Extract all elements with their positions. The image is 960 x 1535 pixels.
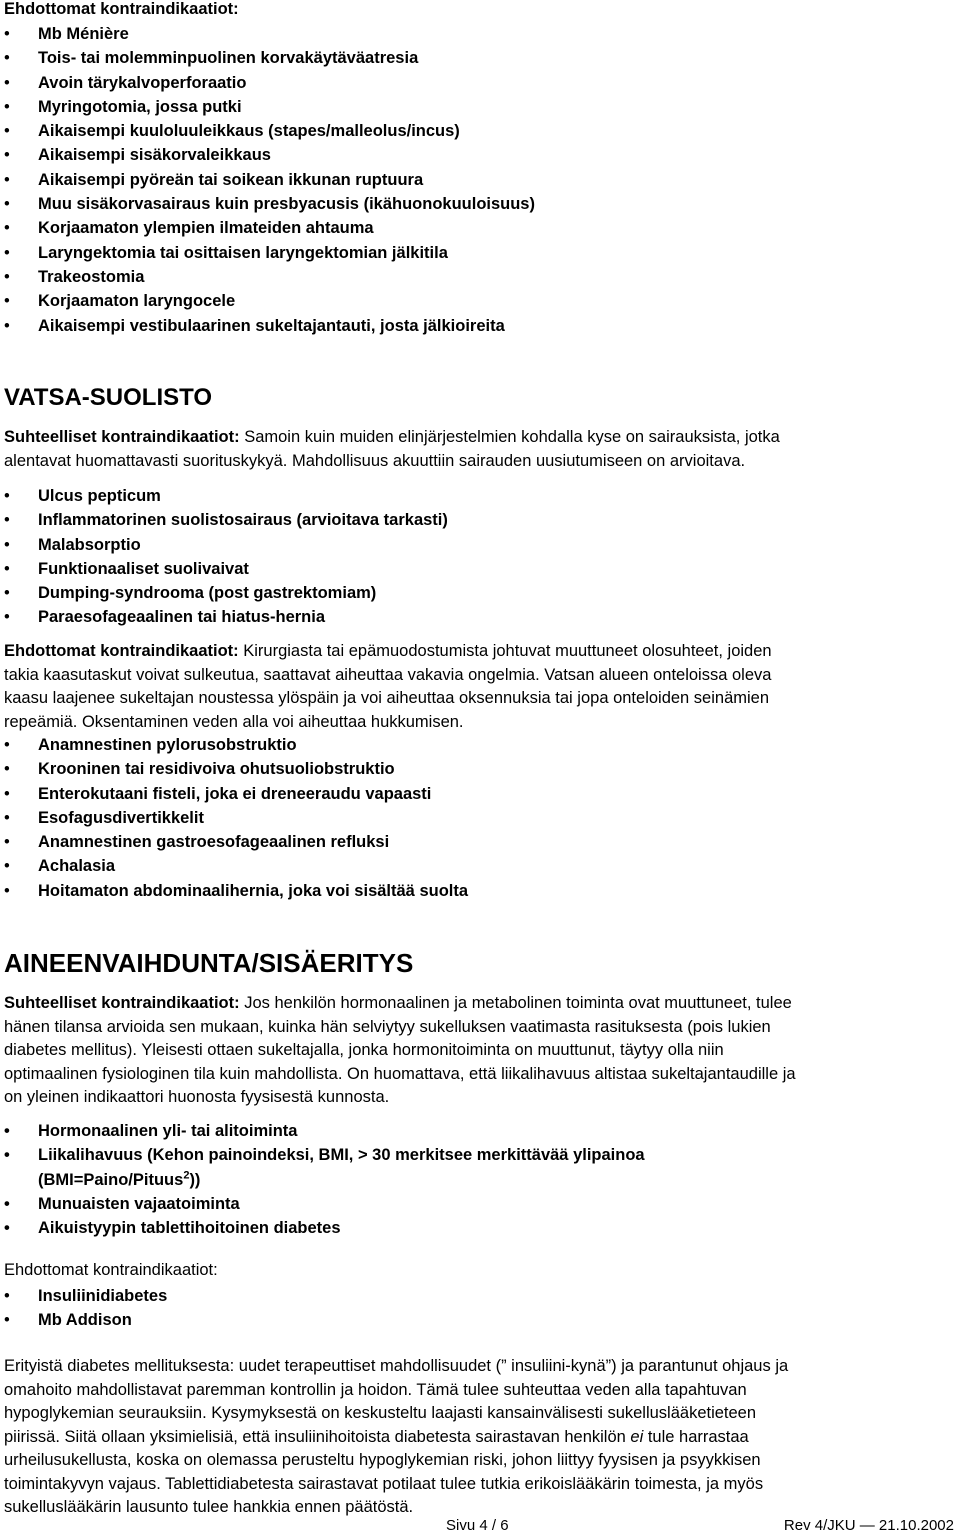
emphasis-text: ei (630, 1427, 644, 1446)
vatsa-absolute-list (4, 733, 468, 903)
list-item (4, 1308, 167, 1332)
list-item (4, 1119, 645, 1143)
aine-relative-list (4, 1119, 645, 1240)
revision-info: Rev 4/JKU — 21.10.2002 (783, 1517, 954, 1534)
bullet-icon: • (4, 608, 10, 627)
paragraph-text: takia kaasutaskut voivat sulkeutua, saattavat aiheuttaa vakavia ongelmia. Vatsan alueen onteloissa oleva (4, 665, 772, 684)
list-item (4, 1284, 167, 1308)
bullet-icon: • (4, 1311, 10, 1330)
bullet-icon: • (4, 122, 10, 141)
paragraph-text: omahoito mahdollistavat paremman kontrollin ja hoidon. Tämä tulee suhteuttaa veden alla tapahtuvan (4, 1380, 747, 1399)
bullet-icon: • (4, 170, 10, 189)
paragraph-text: sukelluslääkärin lausunto tulee hankkia ennen päätöstä. (4, 1498, 414, 1516)
bullet-icon: • (4, 559, 10, 578)
list-item-text: Malabsorptio (38, 535, 141, 554)
paragraph-text: on yleinen indikaattori huonosta fyysisestä kunnosta. (4, 1088, 390, 1106)
list-item (4, 314, 535, 338)
list-item-text: Aikaisempi sisäkorvaleikkaus (38, 146, 271, 165)
list-item (4, 168, 535, 192)
bullet-icon: • (4, 97, 10, 116)
bullet-icon: • (4, 487, 10, 505)
paragraph-text: kaasu laajenee sukeltajan noustessa ylöspäin ja voi aiheuttaa oksennuksia tai jopa onteloiden seinämien (4, 689, 770, 707)
list-item-text: Enterokutaani fisteli, joka ei dreneeraudu vapaasti (38, 784, 432, 803)
bullet-icon: • (4, 784, 10, 803)
list-item-text: Anamnestinen pylorusobstruktio (38, 736, 297, 754)
list-item (4, 216, 535, 240)
bullet-icon: • (4, 49, 10, 68)
paragraph-text: diabetes mellitus). Yleisesti ottaen sukeltajalla, jonka hormonitoiminta on muuttunut, täytyy olla niin (4, 1041, 724, 1059)
bullet-icon: • (4, 857, 10, 876)
relative-contraindications-label: Suhteelliset kontraindikaatiot: (4, 428, 240, 446)
list-item-text: Mb Addison (38, 1311, 132, 1330)
list-item-text: Munuaisten vajaatoiminta (38, 1194, 240, 1213)
bullet-icon: • (4, 833, 10, 852)
list-item (4, 782, 468, 806)
list-item-text: Trakeostomia (38, 267, 145, 286)
list-item-text: Korjaamaton laryngocele (38, 292, 236, 311)
bullet-icon: • (4, 195, 10, 214)
list-item (4, 508, 448, 532)
list-item-text: Avoin tärykalvoperforaatio (38, 73, 247, 92)
bullet-icon: • (4, 1122, 10, 1140)
list-item (4, 854, 468, 878)
list-item-text: Laryngektomia tai osittaisen laryngektomian jälkitila (38, 243, 448, 262)
paragraph-text: alentavat huomattavasti suorituskykyä. Mahdollisuus akuuttiin sairauden uusiutumiseen on arvioitava. (4, 451, 746, 470)
list-item-text: Hormonaalinen yli- tai alitoiminta (38, 1122, 298, 1140)
list-item-text: Paraesofageaalinen tai hiatus-hernia (38, 608, 326, 627)
vatsa-absolute-paragraph (4, 640, 772, 734)
bullet-icon: • (4, 267, 10, 286)
bullet-icon: • (4, 881, 10, 900)
aine-absolute-list (4, 1284, 167, 1333)
list-item-text: Krooninen tai residivoiva ohutsuoliobstruktio (38, 760, 395, 779)
paragraph-text: toimintakyvyn vajaus. Tablettidiabetesta sairastavat potilaat tulee tutkia erikoislääkärin toimesta, ja myös (4, 1474, 764, 1493)
list-item (4, 241, 535, 265)
list-item (4, 46, 535, 70)
list-item (4, 557, 448, 581)
list-item-text: Tois- tai molemminpuolinen korvakäytäväatresia (38, 49, 419, 68)
list-item-text: Aikaisempi pyöreän tai soikean ikkunan ruptuura (38, 170, 424, 189)
aine-relative-paragraph (4, 992, 796, 1110)
list-item (4, 484, 448, 508)
list-item-text: Liikalihavuus (Kehon painoindeksi, BMI, > 30 merkitsee merkittävää ylipainoa (38, 1146, 645, 1165)
list-item-text: Mb Ménière (38, 25, 129, 43)
list-item (4, 581, 448, 605)
paragraph-text: Samoin kuin muiden elinjärjestelmien kohdalla kyse on sairauksista, jotka (239, 428, 780, 446)
bullet-icon: • (4, 73, 10, 92)
list-item-text: Korjaamaton ylempien ilmateiden ahtauma (38, 219, 374, 238)
paragraph-text: urheilusukellusta, koska on olemassa perusteltu hypoglykemian riski, johon liittyy fyysisen ja psyykkisen (4, 1451, 761, 1469)
page-number: Sivu 4 / 6 (446, 1517, 509, 1534)
list-item-text: Anamnestinen gastroesofageaalinen refluksi (38, 833, 390, 852)
absolute-contraindications-label: Ehdottomat kontraindikaatiot: (4, 642, 239, 660)
bullet-icon: • (4, 808, 10, 827)
vatsa-relative-list (4, 484, 448, 630)
list-item (4, 733, 468, 757)
paragraph-text: optimaalinen fysiologinen tila kuin mahdollista. On huomattava, että liikalihavuus altistaa sukeltajantaudille ja (4, 1064, 796, 1083)
section-heading-aineenvaihdunta: AINEENVAIHDUNTA/SISÄERITYS (4, 948, 414, 978)
list-item (4, 143, 535, 167)
list-item (4, 1143, 645, 1167)
paragraph-text: repeämiä. Oksentaminen veden alla voi aiheuttaa hukkumisen. (4, 712, 464, 731)
absolute-contraindications-label: Ehdottomat kontraindikaatiot: (4, 0, 239, 18)
list-item-text: Insuliinidiabetes (38, 1287, 168, 1305)
list-item (4, 1216, 645, 1240)
list-item (4, 71, 535, 95)
list-item (4, 119, 535, 143)
relative-contraindications-label: Suhteelliset kontraindikaatiot: (4, 994, 240, 1012)
absolute-contraindications-label: Ehdottomat kontraindikaatiot: (4, 1261, 218, 1279)
list-item-text: Dumping-syndrooma (post gastrektomiam) (38, 584, 377, 603)
bullet-icon: • (4, 584, 10, 603)
list-item (4, 192, 535, 216)
bullet-icon: • (4, 535, 10, 554)
list-item (4, 879, 468, 903)
paragraph-text: hypoglykemian seurauksiin. Kysymyksestä on keskusteltu laajasti kansainvälisesti sukelluslääketieteen (4, 1404, 757, 1422)
paragraph-text: Jos henkilön hormonaalinen ja metabolinen toiminta ovat muuttuneet, tulee (239, 994, 792, 1012)
list-item-text: Hoitamaton abdominaalihernia, joka voi sisältää suolta (38, 881, 469, 900)
bullet-icon: • (4, 760, 10, 779)
list-item (4, 605, 448, 629)
list-item-text: Aikuistyypin tablettihoitoinen diabetes (38, 1219, 341, 1238)
list-item (4, 806, 468, 830)
list-item-text: )) (189, 1170, 201, 1189)
list-item (4, 757, 468, 781)
bullet-icon: • (4, 1194, 10, 1213)
list-item (4, 1192, 645, 1216)
bullet-icon: • (4, 1287, 10, 1305)
list-item-text: Aikaisempi kuuloluuleikkaus (stapes/malleolus/incus) (38, 122, 460, 141)
list-item (4, 289, 535, 313)
list-item (4, 95, 535, 119)
superscript: 2 (183, 1169, 190, 1182)
bullet-icon: • (4, 1146, 10, 1165)
list-item (4, 830, 468, 854)
list-item-text: (BMI=Paino/Pituus (38, 1170, 184, 1189)
section1-list (4, 22, 535, 338)
list-item-text: Esofagusdivertikkelit (38, 808, 204, 827)
list-item (4, 533, 448, 557)
list-item-continuation (4, 1168, 645, 1192)
list-item-text: Funktionaaliset suolivaivat (38, 559, 249, 578)
bullet-icon: • (4, 736, 10, 754)
bullet-icon: • (4, 219, 10, 238)
bullet-icon: • (4, 292, 10, 311)
list-item (4, 265, 535, 289)
bullet-icon: • (4, 243, 10, 262)
list-item-text: Inflammatorinen suolistosairaus (arvioitava tarkasti) (38, 511, 448, 530)
bullet-icon: • (4, 511, 10, 530)
list-item-text: Aikaisempi vestibulaarinen sukeltajantauti, josta jälkioireita (38, 316, 505, 335)
paragraph-text: piirissä. Siitä ollaan yksimielisiä, että insuliinihoitoista diabetesta sairastavan henkilön (4, 1427, 631, 1446)
bullet-icon: • (4, 316, 10, 335)
list-item-text: Achalasia (38, 857, 116, 876)
diabetes-paragraph (4, 1355, 788, 1520)
paragraph-text: tule harrastaa (643, 1427, 749, 1446)
section-heading-vatsa: VATSA-SUOLISTO (4, 384, 213, 411)
vatsa-relative-paragraph (4, 426, 780, 473)
list-item-text: Ulcus pepticum (38, 487, 161, 505)
list-item-text: Myringotomia, jossa putki (38, 97, 242, 116)
list-item (4, 22, 535, 46)
list-item-text: Muu sisäkorvasairaus kuin presbyacusis (ikähuonokuuloisuus) (38, 195, 535, 214)
bullet-icon: • (4, 146, 10, 165)
paragraph-text: hänen tilansa arvioida sen mukaan, kuinka hän selviytyy sukelluksen vaatimasta rasituksesta (pois lukien (4, 1017, 771, 1036)
bullet-icon: • (4, 25, 10, 43)
paragraph-text: Kirurgiasta tai epämuodostumista johtuvat muuttuneet olosuhteet, joiden (238, 642, 772, 660)
bullet-icon: • (4, 1219, 10, 1238)
paragraph-text: Erityistä diabetes mellituksesta: uudet terapeuttiset mahdollisuudet (” insuliini-kynä”) ja parantunut ohjaus ja (4, 1357, 789, 1375)
